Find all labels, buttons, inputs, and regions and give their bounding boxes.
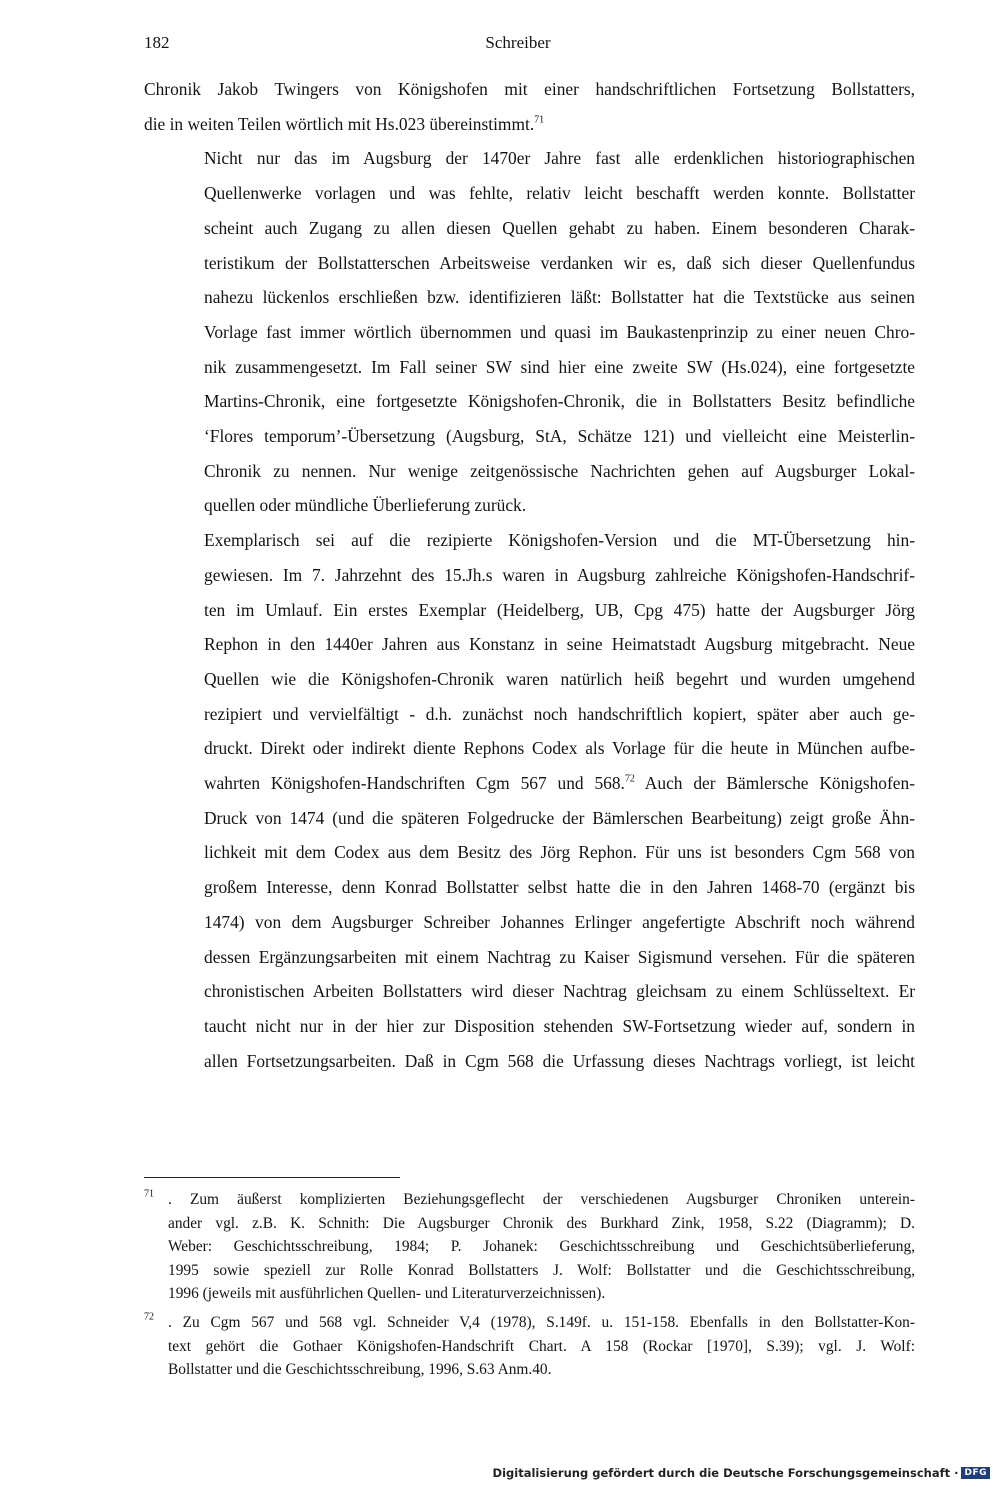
text-line-content: wahrten Königshofen-Handschriften Cgm 567 und 568. — [204, 773, 625, 794]
footnote-line: ander vgl. z.B. K. Schnith: Die Augsburger Chronik des Burkhard Zink, 1958, S.22 (Diagramm); D. — [168, 1214, 915, 1232]
text-line: dessen Ergänzungsarbeiten mit einem Nachtrag zu Kaiser Sigismund versehen. Für die späteren — [204, 946, 915, 967]
text-line — [144, 766, 915, 801]
text-line: Exemplarisch sei auf die rezipierte Königshofen-Version und die MT-Übersetzung hin- — [204, 530, 915, 551]
footnote-mark: 71 — [144, 1188, 154, 1200]
text-line: Martins-Chronik, eine fortgesetzte Königshofen-Chronik, die in Bollstatters Besitz befindliche — [204, 391, 915, 412]
text-line: teristikum der Bollstatterschen Arbeitsweise verdanken wir es, daß sich dieser Quellenfundus — [204, 252, 915, 273]
footnote-72 — [144, 1311, 915, 1382]
text-line: Chronik zu nennen. Nur wenige zeitgenössische Nachrichten gehen auf Augsburger Lokal- — [204, 460, 915, 481]
footnote-line: . Zu Cgm 567 und 568 vgl. Schneider V,4 (1978), S.149f. u. 151-158. Ebenfalls in den Bollstatter-Kon- — [168, 1313, 915, 1331]
paragraph-1 — [144, 72, 915, 141]
text-line: Quellen wie die Königshofen-Chronik waren natürlich heiß begehrt und wurden umgehend — [204, 668, 915, 689]
text-line: Nicht nur das im Augsburg der 1470er Jahre fast alle erdenklichen historiographischen — [204, 148, 915, 169]
body-text — [144, 72, 915, 1078]
paragraph-2 — [144, 141, 915, 523]
footnotes — [144, 1188, 915, 1387]
text-line-content: Auch der Bämlersche Königshofen- — [634, 773, 915, 794]
text-line: quellen oder mündliche Überlieferung zurück. — [204, 495, 527, 516]
text-line: allen Fortsetzungsarbeiten. Daß in Cgm 568 die Urfassung dieses Nachtrags vorliegt, ist leicht — [204, 1050, 915, 1071]
page-number: 182 — [144, 33, 170, 52]
text-line: ten im Umlauf. Ein erstes Exemplar (Heidelberg, UB, Cpg 475) hatte der Augsburger Jörg — [204, 599, 915, 620]
footnote-line: text gehört die Gothaer Königshofen-Handschrift Chart. A 158 (Rockar [1970], S.39); vgl. J. Wolf: — [168, 1337, 915, 1355]
digitization-credit — [493, 1466, 990, 1480]
text-line-content: die in weiten Teilen wörtlich mit Hs.023 übereinstimmt. — [144, 113, 535, 134]
footnote-line: Weber: Geschichtsschreibung, 1984; P. Johanek: Geschichtsschreibung und Geschichtsüberlieferung, — [168, 1238, 915, 1256]
text-line: Druck von 1474 (und die späteren Folgedrucke der Bämlerschen Bearbeitung) zeigt große Ähn- — [204, 807, 915, 828]
text-line: lichkeit mit dem Codex aus dem Besitz des Jörg Rephon. Für uns ist besonders Cgm 568 von — [204, 842, 915, 863]
footnote-line: 1996 (jeweils mit ausführlichen Quellen- und Literaturverzeichnissen). — [168, 1285, 606, 1303]
footnote-line: 1995 sowie speziell zur Rolle Konrad Bollstatters J. Wolf: Bollstatter und die Geschichtsschreibung, — [168, 1261, 915, 1279]
text-line: rezipiert und vervielfältigt - d.h. zunächst noch handschriftlich kopiert, später aber auch ge- — [204, 703, 915, 724]
text-line: Rephon in den 1440er Jahren aus Konstanz in seine Heimatstadt Augsburg mitgebracht. Neue — [204, 634, 915, 655]
text-line: Vorlage fast immer wörtlich übernommen und quasi im Baukastenprinzip zu einer neuen Chro- — [204, 321, 915, 342]
text-line: scheint auch Zugang zu allen diesen Quellen gehabt zu haben. Einem besonderen Charak- — [204, 217, 915, 238]
running-head: Schreiber — [485, 33, 551, 52]
text-line — [144, 107, 915, 142]
footnote-line: Bollstatter und die Geschichtsschreibung, 1996, S.63 Anm.40. — [168, 1361, 552, 1379]
footnote-ref-72[interactable]: 72 — [624, 773, 635, 785]
paragraph-3 — [144, 523, 915, 1078]
text-line: chronistischen Arbeiten Bollstatters wird dieser Nachtrag gleichsam zu einem Schlüsseltext. Er — [204, 981, 915, 1002]
text-line: 1474) von dem Augsburger Schreiber Johannes Erlinger angefertigte Abschrift noch während — [204, 911, 915, 932]
text-line: Quellenwerke vorlagen und was fehlte, relativ leicht beschafft werden konnte. Bollstatter — [204, 183, 915, 204]
text-line: nik zusammengesetzt. Im Fall seiner SW sind hier eine zweite SW (Hs.024), eine fortgesetzte — [204, 356, 915, 377]
footnote-separator — [144, 1177, 400, 1178]
footnote-ref-71[interactable]: 71 — [534, 114, 545, 126]
text-line: Chronik Jakob Twingers von Königshofen mit einer handschriftlichen Fortsetzung Bollstatters, — [144, 79, 915, 99]
text-line: nahezu lückenlos erschließen bzw. identifizieren läßt: Bollstatter hat die Textstücke aus seinen — [204, 287, 915, 308]
dfg-logo: DFG — [961, 1467, 990, 1479]
text-line: taucht nicht nur in der hier zur Disposition stehenden SW-Fortsetzung wieder auf, sondern in — [204, 1015, 915, 1036]
footnote-mark: 72 — [144, 1311, 154, 1323]
text-line: großem Interesse, denn Konrad Bollstatter selbst hatte die in den Jahren 1468-70 (ergänzt bis — [204, 877, 915, 898]
footnote-71 — [144, 1188, 915, 1306]
text-line: gewiesen. Im 7. Jahrzehnt des 15.Jh.s waren in Augsburg zahlreiche Königshofen-Handschrif- — [204, 564, 915, 585]
text-line: ‘Flores temporum’-Übersetzung (Augsburg, StA, Schätze 121) und vielleicht eine Meisterlin- — [204, 426, 915, 447]
footnote-line: . Zum äußerst komplizierten Beziehungsgeflecht der verschiedenen Augsburger Chroniken unterein- — [168, 1191, 915, 1208]
credit-text: Digitalisierung gefördert durch die Deutsche Forschungsgemeinschaft · — [492, 1466, 959, 1480]
text-line: druckt. Direkt oder indirekt diente Rephons Codex als Vorlage für die heute in München aufbe- — [204, 738, 915, 759]
